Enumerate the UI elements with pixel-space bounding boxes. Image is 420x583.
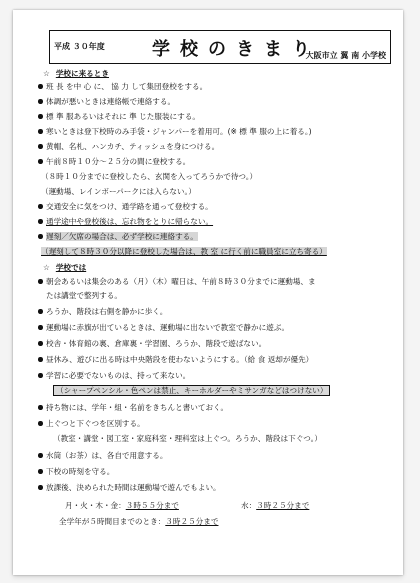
schedule-all-grades: 全学年が５時間目までのとき：３時２５分まで <box>59 517 219 526</box>
rule-item: 学習に必要でないものは、持って来ない。 <box>46 370 190 381</box>
bullet-icon <box>38 309 43 314</box>
star-icon: ☆ <box>43 263 50 272</box>
rule-item-continuation: たは講堂で整列する。 <box>46 291 122 300</box>
all-grades-time: ３時２５分まで <box>165 517 219 526</box>
rule-item: 放課後、決められた時間は運動場で遊んでもよい。 <box>46 482 221 493</box>
rule-item: 昼休み、遊びに出る時は中央階段を使わないようにする。（給 食 返却が優先） <box>46 354 313 365</box>
bullet-icon <box>38 84 43 89</box>
bullet-icon <box>38 357 43 362</box>
bullet-icon <box>38 144 43 149</box>
schedule-wednesday: 水：３時２５分まで <box>241 501 310 510</box>
rule-item: 午前８時１０分～２５分の間に登校する。 <box>46 156 190 167</box>
weekday-time: ３時５５分まで <box>125 501 179 510</box>
wednesday-time: ３時２５分まで <box>256 501 310 510</box>
rule-item: 寒いときは登下校時のみ手袋・ジャンパーを着用可。(※ 標 準 服の上に着る。) <box>46 126 312 137</box>
rule-item: 黄帽、名札、ハンカチ、ティッシュを身につける。 <box>46 141 219 152</box>
section-heading-arrival: ☆ 学校に来るとき <box>43 69 109 78</box>
bullet-icon <box>38 219 43 224</box>
page-title: 学校のきまり <box>152 39 320 60</box>
rule-item: 運動場に赤旗が出ているときは、運動場に出ないで教室で静かに遊ぶ。 <box>46 322 289 333</box>
rule-item: 体調が悪いときは連絡帳で連絡する。 <box>46 96 175 107</box>
bullet-icon <box>38 234 43 239</box>
star-icon: ☆ <box>43 69 50 78</box>
bullet-icon <box>38 159 43 164</box>
bullet-icon <box>38 99 43 104</box>
rule-item: 標 準 服あるいはそれに 準 じた服装にする。 <box>46 111 200 122</box>
rule-item: 遅刻／欠席の場合は、必ず学校に連絡する。 <box>46 231 198 242</box>
bullet-icon <box>38 114 43 119</box>
bullet-icon <box>38 469 43 474</box>
bullet-icon <box>38 325 43 330</box>
rule-item: 校舎・体育館の裏、倉庫裏・学習園、ろうか、階段で遊ばない。 <box>46 338 266 349</box>
rule-item: ろうか、階段は右側を静かに歩く。 <box>46 306 167 317</box>
bullet-icon <box>38 341 43 346</box>
rule-item: 下校の時刻を守る。 <box>46 466 114 477</box>
rule-note: （８時１０分までに登校したら、玄関を入ってろうかで待つ。） <box>41 172 258 181</box>
bullet-icon <box>38 405 43 410</box>
school-name: 大阪市立 翼 南 小学校 <box>305 51 386 60</box>
rule-note-boxed: （シャープペンシル・色ペンは禁止、キーホルダーやミサンガなどはつけない） <box>53 385 330 396</box>
bullet-icon <box>38 204 43 209</box>
document-page <box>13 10 403 575</box>
bullet-icon <box>38 129 43 134</box>
rule-item: 通学途中や登校後は、忘れ物をとりに帰らない。 <box>46 216 213 227</box>
school-year: 平成 ３０年度 <box>54 42 105 51</box>
bullet-icon <box>38 453 43 458</box>
section-heading-at-school: ☆ 学校では <box>43 263 87 272</box>
rule-item: 持ち物には、学年・組・名前をきちんと書いておく。 <box>46 402 228 413</box>
header-box <box>49 30 391 64</box>
rule-item: 朝会あるいは集会のある（月）（木）曜日は、午前８時３０分までに運動場、ま <box>46 276 316 287</box>
bullet-icon <box>38 279 43 284</box>
rule-note-highlighted: （遅刻して８時３０分以降に登校した場合は、教 室 に行く前に職員室に立ち寄る） <box>41 247 327 256</box>
bullet-icon <box>38 485 43 490</box>
bullet-icon <box>38 421 43 426</box>
schedule-weekdays: 月・火・木・金：３時５５分まで <box>65 501 179 510</box>
rule-item: 水筒（お茶）は、各自で用意する。 <box>46 450 168 461</box>
rule-note: （教室・講堂・図工室・家庭科室・理科室は上ぐつ。ろうか、階段は下ぐつ。） <box>53 434 322 443</box>
rule-item: 交通安全に気をつけ、通学路を通って登校する。 <box>46 201 213 212</box>
rule-note: （運動場、レインボーパークには入らない。） <box>41 187 196 196</box>
rule-item: 班 長 を中 心 に、 協 力 して集団登校をする。 <box>46 81 207 92</box>
bullet-icon <box>38 373 43 378</box>
rule-item: 上ぐつと下ぐつを区別する。 <box>46 418 145 429</box>
